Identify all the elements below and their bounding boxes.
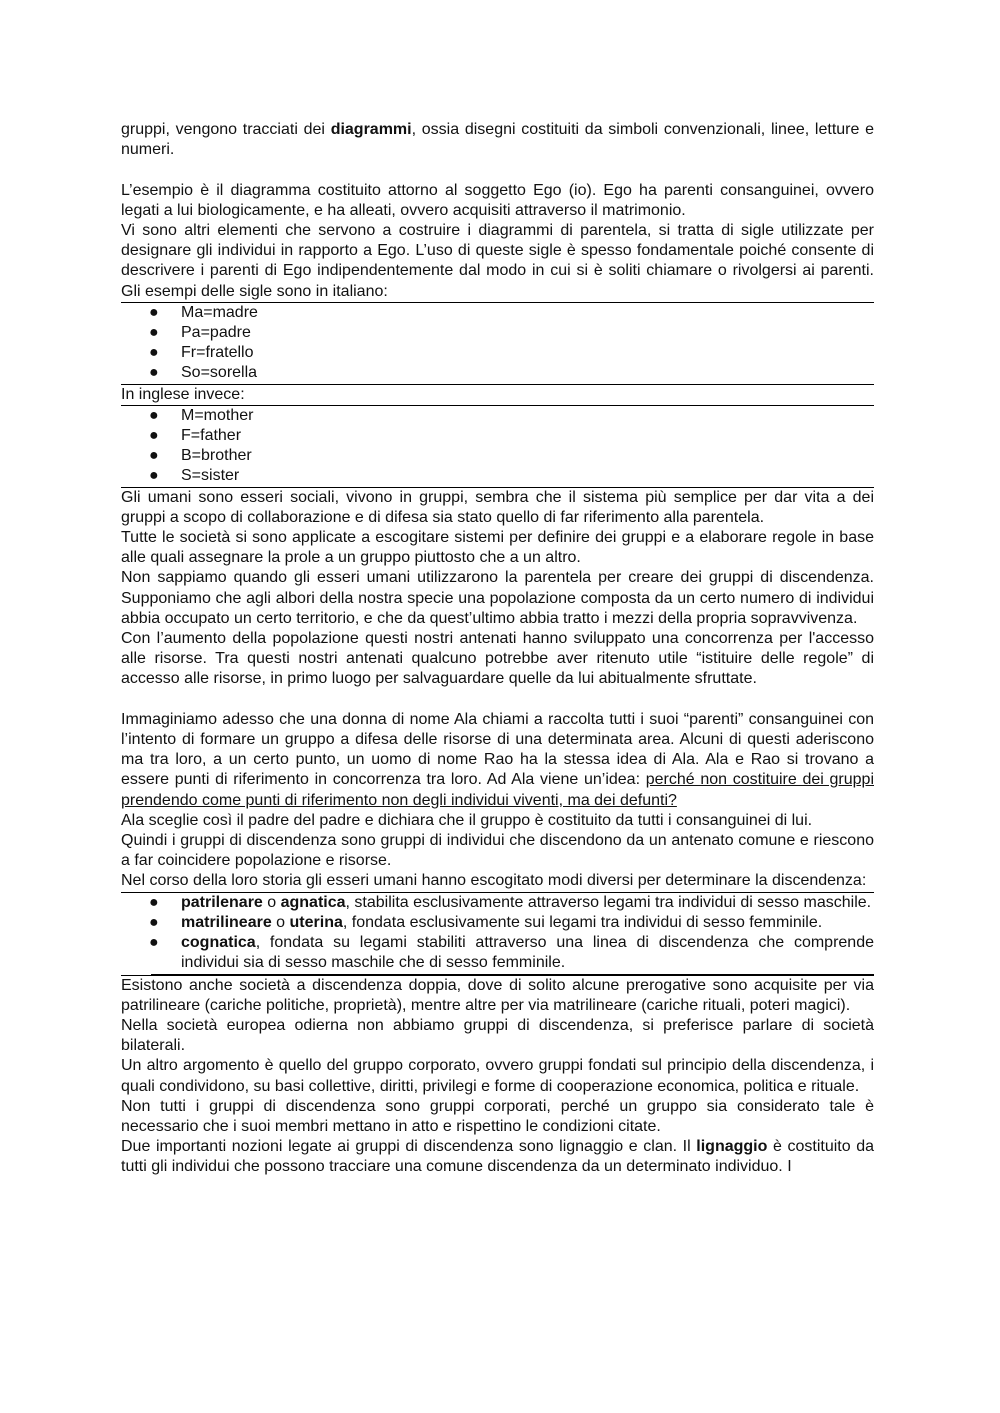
text-run: o <box>271 913 290 931</box>
list-item-text: B=brother <box>181 447 252 465</box>
paragraph-albori: Non sappiamo quando gli esseri umani utilizzarono la parentela per creare dei gruppi di discendenza. Supponiamo che agli albori della nostra specie una popolazione composta da un certo numero di individui abbia occupato un certo territorio, e che da quest’ultimo abbia tratto i mezzi della propria sopravvivenza. <box>121 569 874 627</box>
term: uterina <box>289 913 343 931</box>
text-run: , fondata esclusivamente sui legami tra individui di sesso femminile. <box>342 913 823 931</box>
bullet-icon: ● <box>149 913 159 931</box>
bullet-icon: ● <box>149 364 159 382</box>
list-item-text: So=sorella <box>181 364 258 382</box>
paragraph-gruppo-corporato: Un altro argomento è quello del gruppo corporato, ovvero gruppi fondati sul principio della discendenza, i quali condividono, su basi collettive, diritti, privilegi e forme di cooperazione economica, politica e rituale. <box>121 1057 874 1095</box>
blank-line <box>121 160 874 180</box>
bullet-icon: ● <box>149 427 159 445</box>
bullet-icon: ● <box>149 406 159 424</box>
paragraph-aumento-popolazione: Con l’aumento della popolazione questi nostri antenati hanno sviluppato una concorrenza per l'accesso alle risorse. Tra questi nostri antenati qualcuno potrebbe aver ritenuto utile “istituire delle regole” di accesso alle risorse, in primo luogo per salvaguardare quelle da lui abitualmente sfruttate. <box>121 630 874 688</box>
text-run: è costituito da tutti gli individui che possono tracciare una comune discendenza da un determinato individuo. I <box>121 1138 875 1176</box>
paragraph-ala-rao <box>121 710 874 811</box>
term: cognatica <box>181 934 256 952</box>
list-item <box>121 343 874 363</box>
list-item <box>121 426 874 446</box>
paragraph-sigle: Vi sono altri elementi che servono a costruire i diagrammi di parentela, si tratta di sigle utilizzate per designare gli individui in rapporto a Ego. L’uso di queste sigle è spesso fondamentale poiché consente di descrivere i parenti di Ego indipendentemente dal modo in cui si è soliti chiamare o rivolgersi ai parenti. Gli esempi delle sigle sono in italiano: <box>121 221 874 303</box>
list-item-text: Ma=madre <box>181 303 258 321</box>
paragraph-non-tutti: Non tutti i gruppi di discendenza sono gruppi corporati, perché un gruppo sia considerato tale è necessario che i suoi membri mettano in atto e rispettino le condizioni citate. <box>121 1097 874 1135</box>
paragraph-lignaggio <box>121 1137 874 1177</box>
list-item-text: Fr=fratello <box>181 344 254 362</box>
paragraph-ala-sceglie: Ala sceglie così il padre del padre e dichiara che il gruppo è costituito da tutti i consanguinei di lui. <box>121 811 813 829</box>
term-lignaggio: lignaggio <box>696 1138 768 1156</box>
list-item-text: Pa=padre <box>181 324 251 342</box>
text-run: , ossia disegni costituiti da simboli convenzionali, linee, letture e numeri. <box>121 121 875 159</box>
list-item-text: F=father <box>181 427 242 445</box>
bullet-icon: ● <box>149 467 159 485</box>
list-item <box>121 406 874 426</box>
list-item <box>151 913 874 933</box>
list-item <box>151 893 874 913</box>
list-item-text: S=sister <box>181 467 240 485</box>
paragraph-modi-diversi: Nel corso della loro storia gli esseri umani hanno escogitato modi diversi per determinare la discendenza: <box>121 872 867 890</box>
paragraph-umani-sociali: Gli umani sono esseri sociali, vivono in gruppi, sembra che il sistema più semplice per dar vita a dei gruppi a scopo di collaborazione e di difesa sia stato quello di far riferimento alla parentela. <box>121 488 874 526</box>
text-run: , stabilita esclusivamente attraverso legami tra individui di sesso maschile. <box>345 893 872 911</box>
list-item <box>121 303 874 323</box>
list-item <box>121 446 874 466</box>
list-item <box>121 323 874 343</box>
bullet-icon: ● <box>149 447 159 465</box>
text-run: gruppi, vengono tracciati dei <box>121 121 331 138</box>
document-page <box>121 120 874 1178</box>
list-item <box>121 363 874 383</box>
paragraph-inglese: In inglese invece: <box>121 385 874 406</box>
text-run: Immaginiamo adesso che una donna di nome Ala chiami a raccolta tutti i suoi “parenti” consanguinei con l’intento di formare un gruppo a difesa delle risorse di una determinata area. Alcuni di questi aderiscono ma tra loro, a un certo punto, un uomo di nome Rao ha la stessa idea di Ala. Ala e Rao si trovano a essere punti di riferimento in concorrenza tra loro. Ad Ala viene un’idea: <box>121 710 874 789</box>
underlined-question: perché non costituire dei gruppi prendendo come punti di riferimento non degli individui viventi, ma dei defunti? <box>121 771 874 809</box>
text-run: , fondata su legami stabiliti attraverso una linea di discendenza che comprende individui sia di sesso maschile che di sesso femminile. <box>181 934 874 972</box>
list-item <box>121 466 874 486</box>
paragraph-societa-europea: Nella società europea odierna non abbiamo gruppi di discendenza, si preferisce parlare di società bilaterali. <box>121 1016 874 1055</box>
text-run: Due importanti nozioni legate ai gruppi di discendenza sono lignaggio e clan. Il <box>121 1138 697 1156</box>
list-item-text: M=mother <box>181 406 254 424</box>
paragraph-diagrammi <box>121 120 874 160</box>
bullet-icon: ● <box>149 934 159 952</box>
paragraph-ego: L’esempio è il diagramma costituito attorno al soggetto Ego (io). Ego ha parenti consanguinei, ovvero legati a lui biologicamente, e ha alleati, ovvero acquisiti attraverso il matrimonio. <box>121 181 874 219</box>
term: agnatica <box>280 893 346 911</box>
paragraph-gruppi-discendenza: Quindi i gruppi di discendenza sono gruppi di individui che discendono da un antenato comune e riescono a far coincidere popolazione e risorse. <box>121 832 874 870</box>
list-sigle-italiano <box>121 303 874 385</box>
term: matrilineare <box>181 913 272 931</box>
list-sigle-inglese <box>121 406 874 488</box>
term: patrilenare <box>181 893 263 911</box>
bullet-icon: ● <box>149 893 159 911</box>
bullet-icon: ● <box>149 324 159 342</box>
term-diagrammi: diagrammi <box>330 121 412 138</box>
list-item <box>151 933 874 973</box>
blank-line <box>121 690 874 710</box>
list-tipi-discendenza <box>151 893 874 975</box>
paragraph-societa-sistemi: Tutte le società si sono applicate a escogitare sistemi per definire dei gruppi e a elaborare regole in base alle quali assegnare la prole a un gruppo piuttosto che a un altro. <box>121 529 874 567</box>
bullet-icon: ● <box>149 344 159 362</box>
bullet-icon: ● <box>149 303 159 321</box>
text-run: o <box>262 893 281 911</box>
paragraph-discendenza-doppia: Esistono anche società a discendenza doppia, dove di solito alcune prerogative sono acquisite per via patrilineare (cariche politiche, proprietà), mentre altre per via matrilineare (cariche rituali, poteri magici). <box>121 976 874 1014</box>
